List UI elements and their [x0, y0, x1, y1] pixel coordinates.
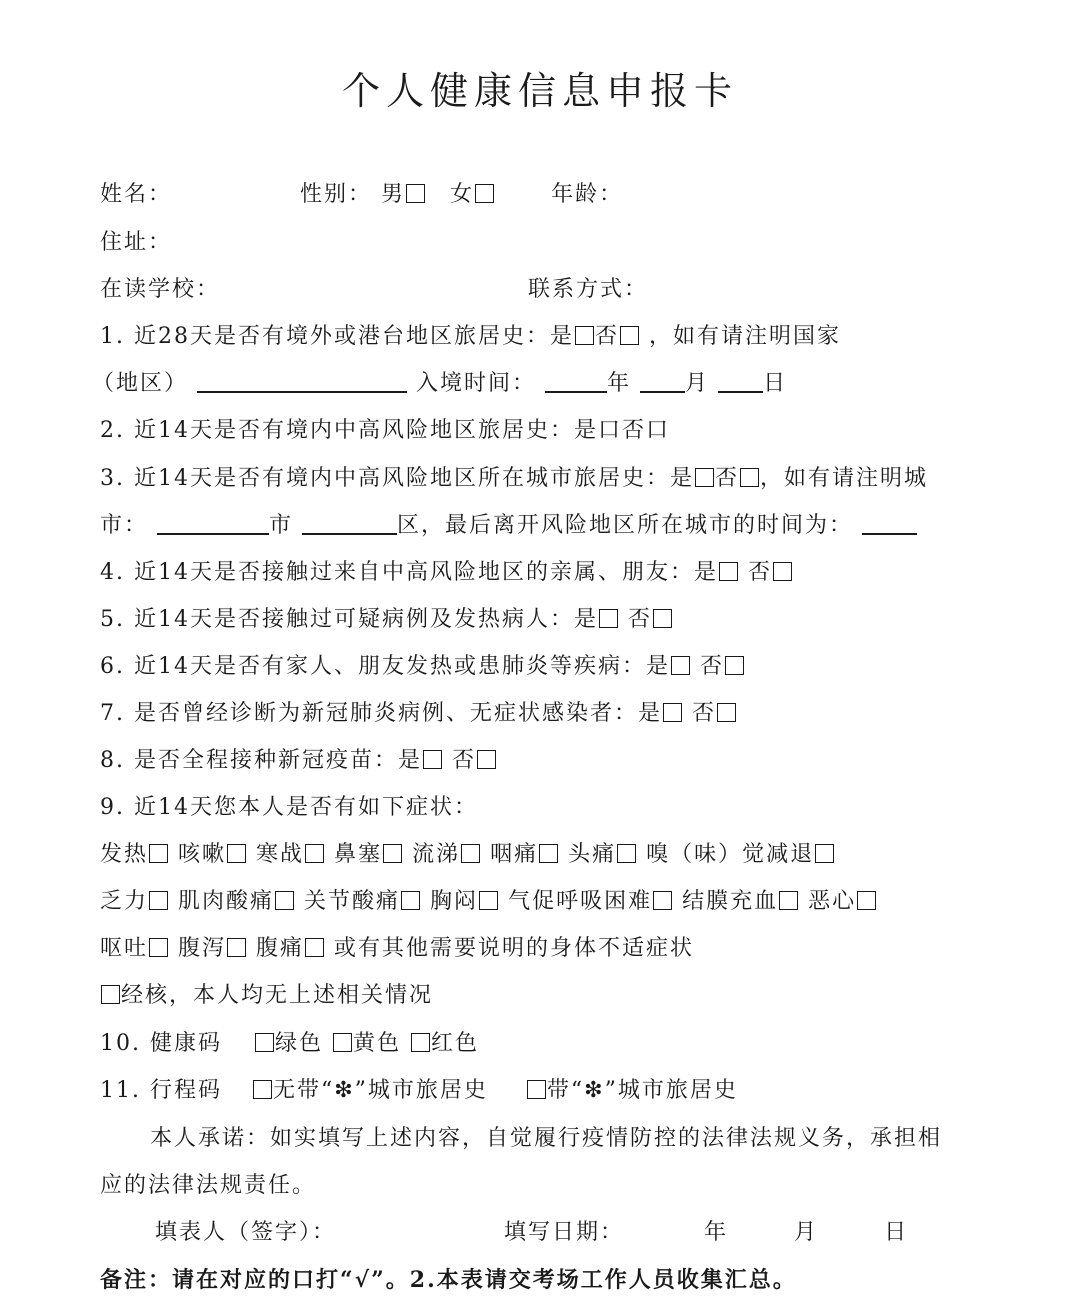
- q5-yes-checkbox[interactable]: [599, 609, 618, 628]
- symptom-label: 寒战: [256, 842, 305, 867]
- question-4-text: 4. 近14天是否接触过来自中高风险地区的亲属、朋友：: [100, 560, 694, 585]
- city-field[interactable]: [157, 513, 269, 535]
- symptom-label: 头痛: [568, 842, 617, 867]
- pledge-text: 本人承诺：如实填写上述内容，自觉履行疫情防控的法律法规义务，承担相: [150, 1126, 943, 1151]
- symptom-label: 胸闷: [430, 889, 479, 914]
- year-label: 年: [607, 371, 632, 396]
- q6-yes-checkbox[interactable]: [671, 656, 690, 675]
- symptom-checkbox[interactable]: [305, 844, 324, 863]
- q3-no-checkbox[interactable]: [740, 468, 759, 487]
- no-symptoms-label: 经核，本人均无上述相关情况: [121, 983, 434, 1008]
- q6-no-checkbox[interactable]: [725, 656, 744, 675]
- entry-time-label: 入境时间：: [416, 371, 537, 396]
- q4-yes-checkbox[interactable]: [719, 562, 738, 581]
- health-code-label: 10. 健康码: [100, 1031, 222, 1056]
- city-prefix: 市：: [100, 513, 149, 538]
- question-1-tail: ，如有请注明国家: [649, 324, 842, 349]
- symptom-checkbox[interactable]: [149, 938, 168, 957]
- signature-row: [155, 1218, 908, 1248]
- symptom-checkbox[interactable]: [275, 891, 294, 910]
- symptom-label: 嗅（味）觉减退: [646, 842, 815, 867]
- no-label: 否: [595, 324, 620, 349]
- pledge-line-2: [100, 1171, 316, 1201]
- symptom-label: 肌肉酸痛: [178, 889, 275, 914]
- symptom-checkbox[interactable]: [305, 938, 324, 957]
- symptom-checkbox[interactable]: [653, 891, 672, 910]
- symptom-checkbox[interactable]: [779, 891, 798, 910]
- question-11: [100, 1076, 738, 1106]
- yes-label: 是: [549, 324, 574, 349]
- signer-label: 填表人（签字）：: [155, 1220, 337, 1245]
- symptom-label: 咽痛: [490, 842, 539, 867]
- yes-label: 是: [638, 701, 663, 726]
- symptom-checkbox[interactable]: [815, 844, 834, 863]
- q3-yes-checkbox[interactable]: [695, 468, 714, 487]
- symptom-label: 腹痛: [256, 936, 305, 961]
- yellow-label: 黄色: [353, 1031, 402, 1056]
- symptom-label: 呕吐: [100, 936, 149, 961]
- yes-label: 是: [669, 466, 694, 491]
- other-symptoms-text: 或有其他需要说明的身体不适症状: [334, 936, 695, 961]
- yellow-code-checkbox[interactable]: [333, 1033, 352, 1052]
- symptom-checkbox[interactable]: [149, 844, 168, 863]
- red-code-checkbox[interactable]: [411, 1033, 430, 1052]
- q1-yes-checkbox[interactable]: [575, 326, 594, 345]
- question-7: [100, 699, 737, 729]
- month-label: 月: [794, 1220, 819, 1245]
- q4-no-checkbox[interactable]: [773, 562, 792, 581]
- green-code-checkbox[interactable]: [255, 1033, 274, 1052]
- district-label: 区，最后离开风险地区所在城市的时间为：: [397, 513, 854, 538]
- entry-month-field[interactable]: [640, 371, 685, 393]
- no-label: 否: [748, 560, 773, 585]
- symptom-label: 鼻塞: [334, 842, 383, 867]
- symptom-checkbox[interactable]: [227, 938, 246, 957]
- symptom-checkbox[interactable]: [227, 844, 246, 863]
- month-label: 月: [685, 371, 710, 396]
- address-label: 住址：: [100, 230, 173, 255]
- question-9: [100, 793, 478, 823]
- symptom-label: 腹泻: [178, 936, 227, 961]
- with-star-checkbox[interactable]: [527, 1080, 546, 1099]
- question-4: [100, 558, 793, 588]
- district-field[interactable]: [302, 513, 397, 535]
- symptom-checkbox[interactable]: [617, 844, 636, 863]
- symptom-checkbox[interactable]: [149, 891, 168, 910]
- question-3-cont: [100, 511, 917, 541]
- symptom-checkbox[interactable]: [461, 844, 480, 863]
- question-3-tail: ，如有请注明城: [760, 466, 929, 491]
- contact-label: 联系方式：: [528, 277, 649, 302]
- note: [100, 1265, 797, 1295]
- male-checkbox[interactable]: [406, 184, 425, 203]
- question-6: [100, 652, 745, 682]
- entry-year-field[interactable]: [545, 371, 607, 393]
- symptom-label: 关节酸痛: [304, 889, 401, 914]
- year-label: 年: [704, 1220, 729, 1245]
- no-symptoms-row: [100, 981, 433, 1011]
- symptom-row-3: [100, 934, 694, 964]
- city-label: 市: [269, 513, 294, 538]
- entry-day-field[interactable]: [718, 371, 763, 393]
- gender-label: 性别：: [300, 182, 373, 207]
- question-3: [100, 464, 928, 494]
- no-label: 否: [700, 654, 725, 679]
- question-1: [100, 322, 841, 352]
- with-star-label: 带“❇”城市旅居史: [546, 1078, 738, 1103]
- question-3-text: 3. 近14天是否有境内中高风险地区所在城市旅居史：: [100, 466, 670, 491]
- symptom-row-1: [100, 840, 835, 870]
- question-7-text: 7. 是否曾经诊断为新冠肺炎病例、无症状感染者：: [100, 701, 638, 726]
- question-5-text: 5. 近14天是否接触过可疑病例及发热病人：: [100, 607, 574, 632]
- form-title: 个人健康信息申报卡: [341, 69, 738, 113]
- note-text: 备注：请在对应的口打“√”。2.本表请交考场工作人员收集汇总。: [100, 1267, 797, 1293]
- question-1-cont: [92, 369, 788, 399]
- symptom-label: 乏力: [100, 889, 149, 914]
- question-9-text: 9. 近14天您本人是否有如下症状：: [100, 795, 478, 820]
- question-1-text: 1. 近28天是否有境外或港台地区旅居史：: [100, 324, 550, 349]
- leave-time-field[interactable]: [862, 513, 917, 535]
- age-label: 年龄：: [551, 182, 624, 207]
- q5-no-checkbox[interactable]: [653, 609, 672, 628]
- without-star-checkbox[interactable]: [253, 1080, 272, 1099]
- symptom-row-2: [100, 887, 877, 917]
- question-8: [100, 746, 497, 776]
- itinerary-code-label: 11. 行程码: [100, 1078, 222, 1103]
- male-label: 男: [381, 182, 406, 207]
- symptom-checkbox[interactable]: [383, 844, 402, 863]
- region-label: （地区）: [92, 371, 189, 396]
- without-star-label: 无带“❇”城市旅居史: [272, 1078, 488, 1103]
- question-8-text: 8. 是否全程接种新冠疫苗：: [100, 748, 398, 773]
- no-label: 否: [692, 701, 717, 726]
- pledge-line-1: [150, 1124, 942, 1154]
- female-label: 女: [450, 182, 475, 207]
- red-label: 红色: [431, 1031, 480, 1056]
- female-checkbox[interactable]: [475, 184, 494, 203]
- question-2: [100, 416, 670, 446]
- symptom-label: 气促呼吸困难: [508, 889, 653, 914]
- yes-label: 是: [693, 560, 718, 585]
- question-6-text: 6. 近14天是否有家人、朋友发热或患肺炎等疾病：: [100, 654, 646, 679]
- date-label: 填写日期：: [504, 1220, 625, 1245]
- yes-label: 是: [397, 748, 422, 773]
- school-row: [100, 275, 648, 305]
- no-label: 否: [628, 607, 653, 632]
- symptom-label: 流涕: [412, 842, 461, 867]
- q7-no-checkbox[interactable]: [717, 703, 736, 722]
- no-label: 否: [715, 466, 740, 491]
- symptom-checkbox[interactable]: [401, 891, 420, 910]
- q1-no-checkbox[interactable]: [620, 326, 639, 345]
- address-row: [100, 228, 172, 258]
- basic-info-row: [100, 180, 623, 210]
- symptom-checkbox[interactable]: [479, 891, 498, 910]
- region-field[interactable]: [197, 371, 407, 393]
- question-2-text: 2. 近14天是否有境内中高风险地区旅居史：是口否口: [100, 418, 670, 443]
- school-label: 在读学校：: [100, 277, 221, 302]
- symptom-label: 发热: [100, 842, 149, 867]
- yes-label: 是: [573, 607, 598, 632]
- no-label: 否: [452, 748, 477, 773]
- symptom-label: 结膜充血: [682, 889, 779, 914]
- q7-yes-checkbox[interactable]: [663, 703, 682, 722]
- q8-yes-checkbox[interactable]: [423, 750, 442, 769]
- symptom-checkbox[interactable]: [539, 844, 558, 863]
- symptom-label: 恶心: [808, 889, 857, 914]
- yes-label: 是: [645, 654, 670, 679]
- day-label: 日: [763, 371, 788, 396]
- question-10: [100, 1029, 479, 1059]
- no-symptoms-checkbox[interactable]: [101, 985, 120, 1004]
- day-label: 日: [884, 1220, 909, 1245]
- symptom-checkbox[interactable]: [857, 891, 876, 910]
- pledge-text-cont: 应的法律法规责任。: [100, 1173, 317, 1198]
- symptom-label: 咳嗽: [178, 842, 227, 867]
- q8-no-checkbox[interactable]: [477, 750, 496, 769]
- name-label: 姓名：: [100, 182, 173, 207]
- question-5: [100, 605, 673, 635]
- green-label: 绿色: [274, 1031, 323, 1056]
